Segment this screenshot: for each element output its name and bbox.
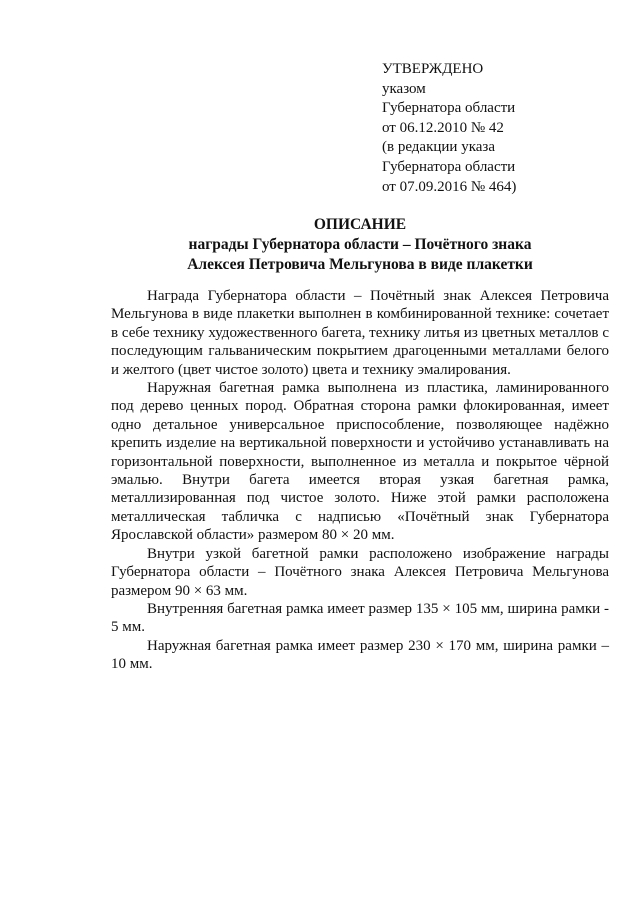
approval-line: от 06.12.2010 № 42	[382, 119, 504, 136]
approval-line: Губернатора области	[382, 100, 516, 117]
body-paragraph: Внутренняя багетная рамка имеет размер 135 × 105 мм, ширина рамки - 5 мм.	[111, 600, 609, 636]
approval-line: от 07.09.2016 № 464)	[382, 178, 517, 195]
title-subtitle-line-1: награды Губернатора области – Почётного знака	[188, 236, 532, 253]
approval-line: УТВЕРЖДЕНО	[382, 61, 484, 77]
approval-stamp-block	[382, 60, 622, 197]
body-paragraph: Награда Губернатора области – Почётный знак Алексея Петровича Мельгунова в виде плакетки выполнен в комбинированной технике: сочетает в себе технику художественного багета, технику литья из цветных металлов с последующим гальваническим покрытием драгоценными металлами белого и желтого (цвет чистое золото) цвета и технику эмалирования.	[111, 288, 609, 378]
body-paragraph: Наружная багетная рамка имеет размер 230 × 170 мм, ширина рамки – 10 мм.	[111, 637, 609, 673]
title-heading: ОПИСАНИЕ	[313, 216, 407, 233]
document-title	[100, 215, 620, 275]
approval-line: Губернатора области	[382, 158, 516, 175]
body-paragraph: Внутри узкой багетной рамки расположено изображение награды Губернатора области – Почётного знака Алексея Петровича Мельгунова размером 90 × 63 мм.	[111, 545, 609, 599]
approval-line: указом	[382, 80, 426, 97]
approval-line: (в редакции указа	[382, 139, 495, 156]
body-paragraph: Наружная багетная рамка выполнена из пластика, ламинированного под дерево ценных пород. Обратная сторона рамки флокированная, имеет одно детальное универсальное приспособление, позволяющее надёжно крепить изделие на вертикальной поверхности и устойчиво устанавливать на горизонтальной поверхности, выполненное из металла и покрытое чёрной эмалью. Внутри багета имеется вторая узкая багетная рамка, металлизированная под чистое золото. Ниже этой рамки расположена металлическая табличка с надписью «Почётный знак Губернатора Ярославской области» размером 80 × 20 мм.	[111, 380, 609, 544]
document-body	[111, 287, 609, 674]
title-subtitle-line-2: Алексея Петровича Мельгунова в виде плакетки	[187, 256, 533, 273]
